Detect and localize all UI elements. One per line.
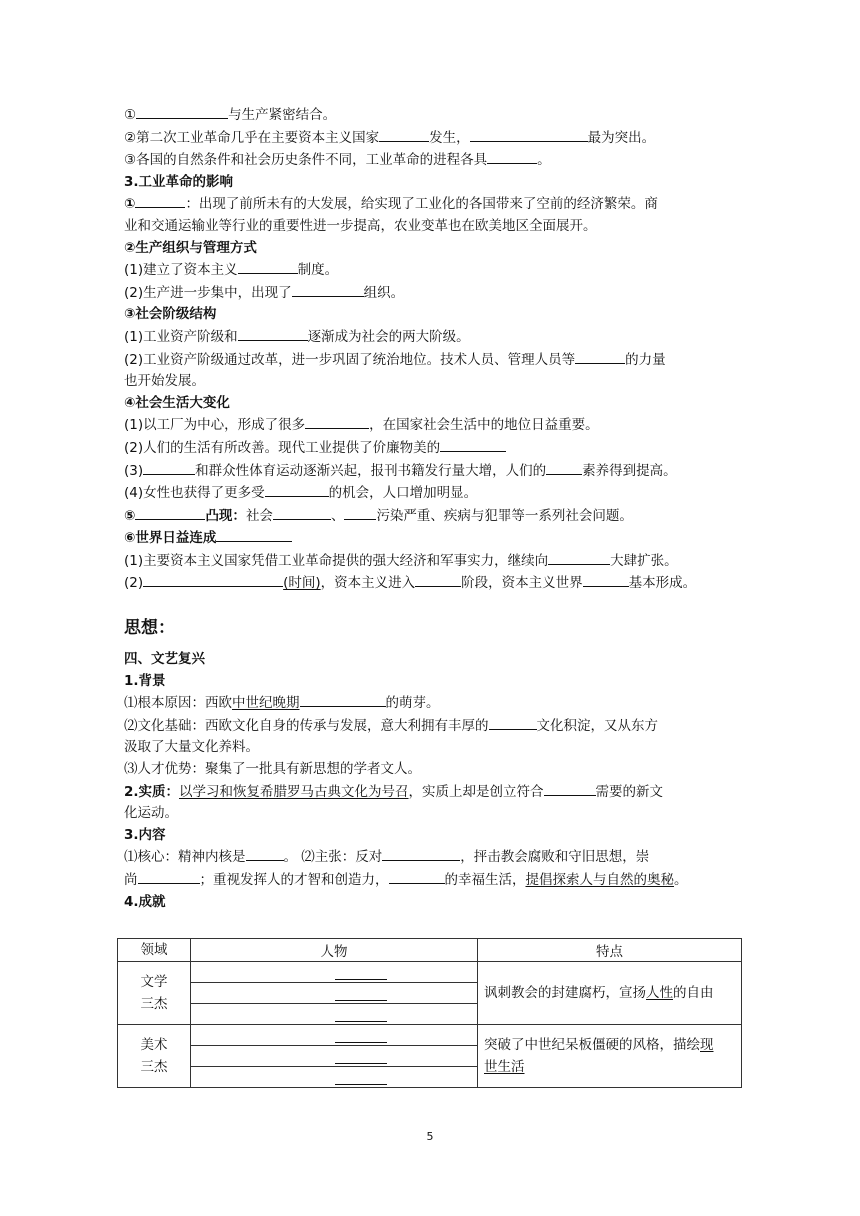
line: (1)主要资本主义国家凭借工业革命提供的强大经济和军事实力，继续向 大肆扩张。 [124, 550, 744, 573]
line: ⑴根本原因：西欧中世纪晚期 的萌芽。 [124, 692, 744, 715]
achievement-table [117, 938, 742, 1088]
person-cells [191, 962, 478, 1025]
sub-heading: ②生产组织与管理方式 [124, 239, 257, 256]
section-heading: 四、文艺复兴 [124, 651, 205, 668]
header-trait: 特点 [478, 939, 742, 962]
person-cells [191, 1025, 478, 1088]
line: (1)以工厂为中心，形成了很多 ，在国家社会生活中的地位日益重要。 [124, 414, 744, 437]
line: ②第二次工业革命几乎在主要资本主义国家 发生， 最为突出。 [124, 127, 744, 150]
line: (2)生产进一步集中，出现了 组织。 [124, 282, 744, 305]
line: 化运动。 [124, 805, 178, 822]
line: (2) (时间)，资本主义进入 阶段，资本主义世界 基本形成。 [124, 572, 744, 595]
trait-art: 突破了中世纪呆板僵硬的风格，描绘现 世生活 [478, 1025, 742, 1088]
sub-heading: 1.背景 [124, 672, 166, 689]
page-number: 5 [426, 1130, 434, 1143]
line: (1)建立了资本主义 制度。 [124, 259, 744, 282]
worksheet-body [124, 104, 744, 913]
line: 业和交通运输业等行业的重要性进一步提高，农业变革也在欧美地区全面展开。 [124, 217, 597, 234]
line: (4)女性也获得了更多受 的机会，人口增加明显。 [124, 482, 744, 505]
line: 汲取了大量文化养料。 [124, 739, 259, 756]
field-art: 美术 三杰 [118, 1025, 191, 1088]
line: (2)人们的生活有所改善。现代工业提供了价廉物美的 [124, 437, 744, 460]
header-person: 人物 [191, 939, 478, 962]
line: ⑤ 凸现：社会 、 污染严重、疾病与犯罪等一系列社会问题。 [124, 505, 744, 528]
sub-heading: ⑥世界日益连成 [124, 527, 744, 550]
header-field: 领域 [118, 939, 191, 962]
line: 2.实质：以学习和恢复希腊罗马古典文化为号召，实质上却是创立符合 需要的新文 [124, 781, 744, 804]
trait-literature: 讽刺教会的封建腐朽，宣扬人性的自由 [478, 962, 742, 1025]
line: ⑵文化基础：西欧文化自身的传承与发展，意大利拥有丰厚的 文化积淀，又从东方 [124, 715, 744, 738]
sub-heading: ③社会阶级结构 [124, 306, 217, 323]
field-literature: 文学 三杰 [118, 962, 191, 1025]
line: ① ：出现了前所未有的大发展，给实现了工业化的各国带来了空前的经济繁荣。商 [124, 193, 744, 216]
line: (2)工业资产阶级通过改革，进一步巩固了统治地位。技术人员、管理人员等 的力量 [124, 349, 744, 372]
section-heading: 3.工业革命的影响 [124, 173, 234, 190]
sub-heading: 3.内容 [124, 826, 166, 843]
line: ⑴核心：精神内核是 。 ⑵主张：反对 ，抨击教会腐败和守旧思想，崇 [124, 846, 744, 869]
line: (3) 和群众性体育运动逐渐兴起，报刊书籍发行量大增，人们的 素养得到提高。 [124, 460, 744, 483]
thought-title: 思想： [124, 618, 175, 639]
line: (1)工业资产阶级和 逐渐成为社会的两大阶级。 [124, 326, 744, 349]
line: 尚 ；重视发挥人的才智和创造力， 的幸福生活，提倡探索人与自然的奥秘。 [124, 869, 744, 892]
line: ① 与生产紧密结合。 [124, 104, 744, 127]
sub-heading: ④社会生活大变化 [124, 394, 230, 411]
sub-heading: 4.成就 [124, 893, 166, 910]
line: 也开始发展。 [124, 373, 205, 390]
line: ⑶人才优势：聚集了一批具有新思想的学者文人。 [124, 761, 421, 778]
line: ③各国的自然条件和社会历史条件不同，工业革命的进程各具 。 [124, 149, 744, 172]
